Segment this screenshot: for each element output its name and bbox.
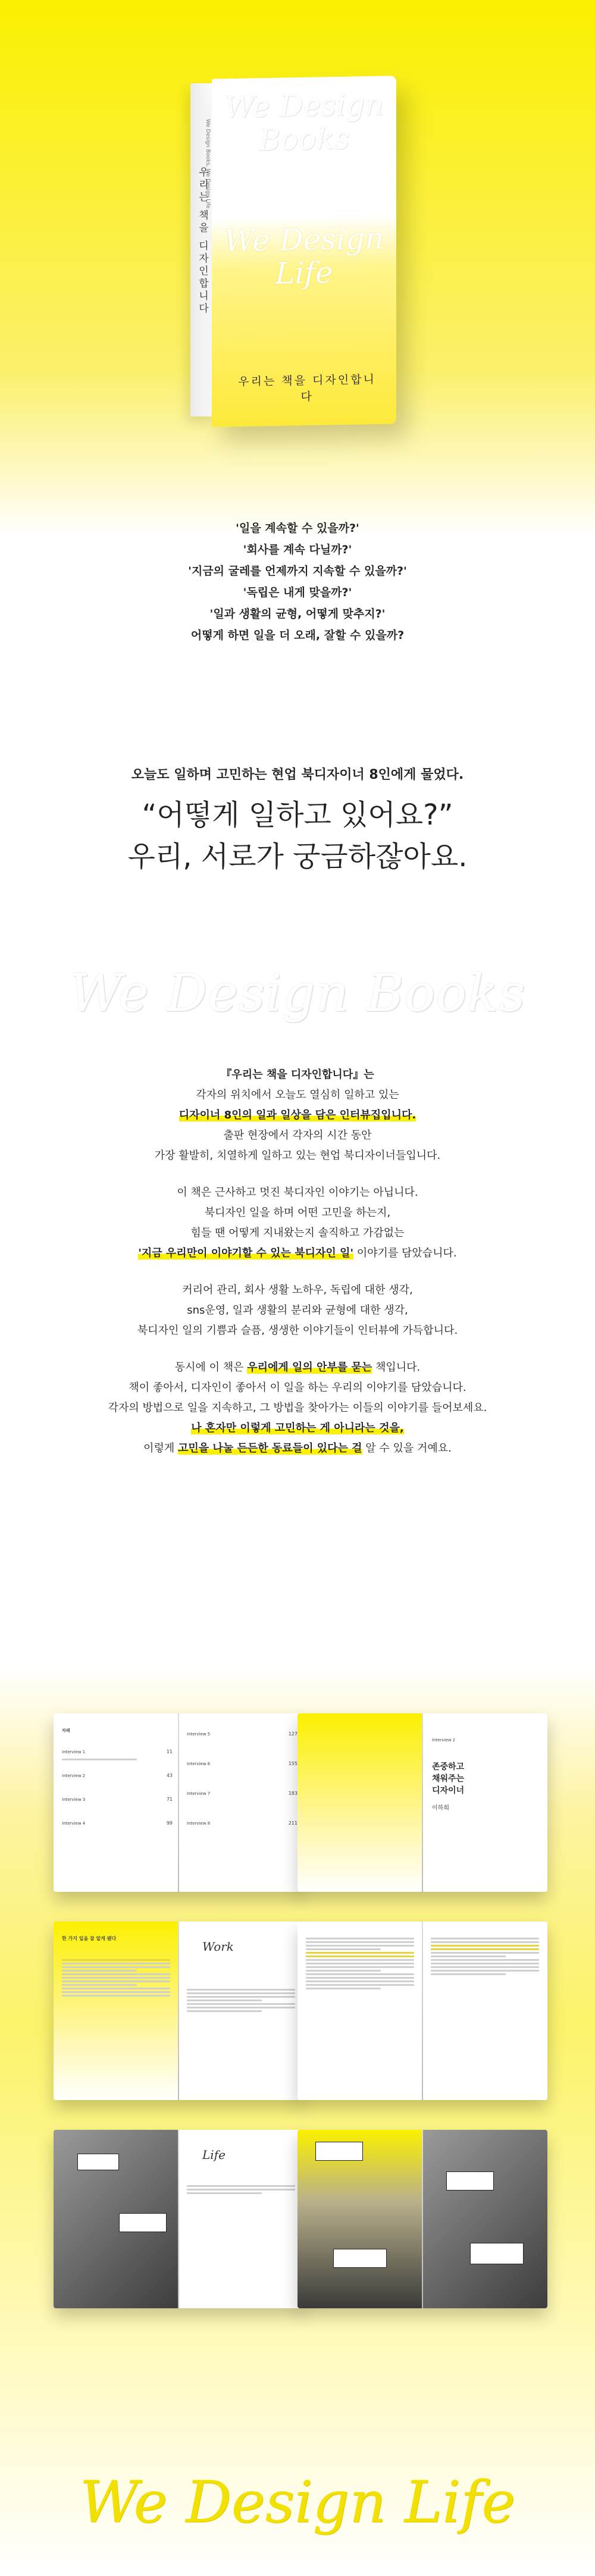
- desc-line: 가장 활발히, 치열하게 일하고 있는 현업 북디자이너들입니다.: [154, 1149, 441, 1162]
- quote-line-2: 우리, 서로가 궁금하잖아요.: [127, 840, 468, 873]
- chapter-title: [432, 1761, 464, 1797]
- spread-workspace-photos: [298, 2130, 547, 2308]
- cover-script-bottom: We Design Life: [224, 221, 384, 291]
- desc-highlight: 우리에게 일의 안부를 묻는: [247, 1361, 372, 1374]
- book-cover: [212, 76, 396, 427]
- spread-text: [298, 1922, 547, 2100]
- chapter-title-line: 디자이너: [432, 1786, 465, 1795]
- toc-page-number: 155: [288, 1761, 298, 1766]
- desc-line: 책이 좋아서, 디자인이 좋아서 이 일을 하는 우리의 이야기를 담았습니다.: [129, 1381, 466, 1394]
- question-item: '회사를 계속 다닐까?': [243, 543, 352, 556]
- cover-script-top: We Design Books: [224, 87, 384, 158]
- desc-highlight: '지금 우리만이 이야기할 수 있는 북디자인 일': [138, 1247, 353, 1259]
- desc-line: 알 수 있을 거예요.: [362, 1442, 452, 1455]
- desc-highlight: 고민을 나눌 든든한 동료들이 있다는 걸: [178, 1442, 362, 1455]
- work-heading: 한 가지 일을 잘 알게 됐다: [62, 1936, 117, 1941]
- toc-page-number: 11: [166, 1749, 173, 1754]
- toc-right-page: [178, 1713, 303, 1892]
- work-script: Work: [202, 1939, 234, 1954]
- desc-line: 이야기를 담았습니다.: [353, 1247, 457, 1259]
- chapter-title-line: 존중하고: [432, 1762, 465, 1772]
- toc-page-number: 71: [166, 1797, 173, 1802]
- desc-line: sns운영, 일과 생활의 분리와 균형에 대한 생각,: [187, 1304, 408, 1317]
- life-script: Life: [202, 2148, 226, 2162]
- question-item: '독립은 내게 맞을까?': [243, 586, 352, 599]
- question-item: 어떻게 하면 일을 더 오래, 잘할 수 있을까?: [190, 629, 405, 642]
- cover-title: 우리는 책을 디자인합니다: [238, 372, 376, 404]
- desc-line: 출판 현장에서 각자의 시간 동안: [223, 1129, 372, 1142]
- toc-item: Interview 3: [62, 1797, 86, 1802]
- text-left-page: [298, 1922, 422, 2100]
- chapter-designer-name: 이하희: [432, 1805, 449, 1812]
- lead-text: 오늘도 일하며 고민하는 현업 북디자이너 8인에게 물었다.: [131, 767, 464, 782]
- toc-item: Interview 2: [62, 1773, 86, 1778]
- workspace-photo-left: [298, 2130, 422, 2308]
- life-right-page: [178, 2130, 303, 2308]
- toc-page-number: 211: [288, 1820, 298, 1826]
- desc-highlight: 나 혼자만 이렇게 고민하는 게 아니라는 것을,: [191, 1422, 404, 1434]
- question-item: '일과 생활의 균형, 어떻게 맞추지?': [209, 607, 386, 621]
- spine-title: 우리는 책을 디자인합니다: [196, 167, 208, 315]
- toc-item: Interview 4: [62, 1821, 86, 1826]
- chapter-left-page: [298, 1713, 422, 1892]
- work-right-page: [178, 1922, 303, 2100]
- desc-line: 각자의 위치에서 오늘도 열심히 일하고 있는: [196, 1089, 399, 1101]
- description-paragraph-1: [0, 1065, 595, 1166]
- spread-chapter-opener: [298, 1713, 547, 1892]
- book-spine: [190, 83, 214, 416]
- brand-script-life: We Design Life: [79, 2469, 516, 2536]
- toc-page-number: 127: [288, 1731, 298, 1737]
- workspace-photo-right: [422, 2130, 547, 2308]
- desc-line: 『우리는 책을 디자인합니다』는: [221, 1068, 374, 1081]
- toc-item: Interview 7: [187, 1791, 211, 1796]
- chapter-right-page: [422, 1713, 547, 1892]
- question-item: '일을 계속할 수 있을까?': [236, 522, 359, 535]
- desc-highlight: 디자이너 8인의 일과 일상을 담은 인터뷰집입니다.: [178, 1109, 416, 1121]
- book-description: [0, 1065, 595, 1475]
- description-paragraph-4: [0, 1358, 595, 1459]
- chapter-title-line: 채워주는: [432, 1774, 465, 1784]
- work-left-page: [54, 1922, 178, 2100]
- life-photo-page: [54, 2130, 178, 2308]
- question-item: '지금의 굴레를 언제까지 지속할 수 있을까?': [188, 565, 407, 578]
- toc-left-page: [54, 1713, 178, 1892]
- question-list: [0, 518, 595, 646]
- toc-page-number: 99: [166, 1820, 173, 1826]
- toc-page-number: 183: [288, 1791, 298, 1796]
- toc-item: Interview 8: [187, 1821, 211, 1826]
- toc-item: Interview 1: [62, 1750, 86, 1754]
- description-paragraph-3: [0, 1280, 595, 1341]
- desc-line: 힘들 땐 어떻게 지내왔는지 솔직하고 가감없는: [190, 1227, 405, 1239]
- book-mockup: [190, 71, 405, 434]
- desc-line: 북디자인 일을 하며 어떤 고민을 하는지,: [204, 1206, 391, 1219]
- desc-line: 북디자인 일의 기쁨과 슬픔, 생생한 이야기들이 인터뷰에 가득합니다.: [137, 1324, 458, 1337]
- desc-line: 이 책은 근사하고 멋진 북디자인 이야기는 아닙니다.: [177, 1186, 418, 1199]
- desc-line: 각자의 방법으로 일을 지속하고, 그 방법을 찾아가는 이들의 이야기를 들어보세요.: [108, 1402, 487, 1414]
- spread-table-of-contents: [54, 1713, 303, 1892]
- text-right-page: [422, 1922, 547, 2100]
- spine-subtitle: We Design Books, We Design Life: [205, 119, 211, 209]
- description-paragraph-2: [0, 1183, 595, 1264]
- toc-header: 차례: [62, 1728, 70, 1733]
- toc-item: Interview 5: [187, 1732, 211, 1737]
- desc-line: 이렇게: [143, 1442, 178, 1455]
- spread-life: [54, 2130, 303, 2308]
- spread-work: [54, 1922, 303, 2100]
- desc-line: 동시에 이 책은: [174, 1361, 248, 1374]
- desc-line: 책입니다.: [372, 1361, 421, 1374]
- quote-line-1: “어떻게 일하고 있어요?”: [142, 798, 453, 832]
- chapter-tag: Interview 1: [432, 1738, 456, 1743]
- brand-script-books: We Design Books: [69, 964, 526, 1023]
- toc-page-number: 43: [166, 1773, 173, 1778]
- toc-item: Interview 6: [187, 1762, 211, 1766]
- desc-line: 커리어 관리, 회사 생활 노하우, 독립에 대한 생각,: [182, 1284, 413, 1296]
